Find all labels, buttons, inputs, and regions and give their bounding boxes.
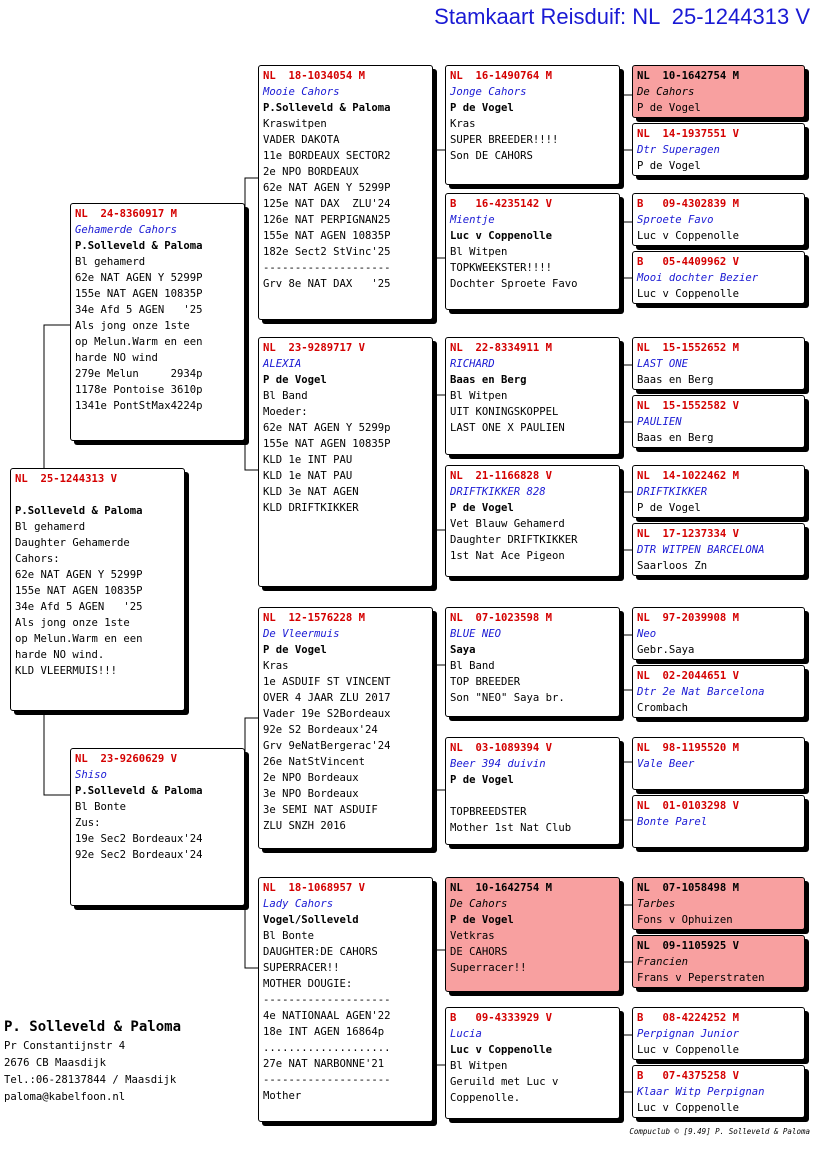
connector-gen3-mf: [432, 665, 445, 790]
pedigree-card-g15[interactable]: [632, 1007, 805, 1060]
info-line: Son DE CAHORS: [450, 150, 533, 162]
pedigree-card-g13[interactable]: [632, 877, 805, 930]
info-line: Son "NEO" Saya br.: [450, 692, 565, 704]
connector-gen4-f: [620, 762, 632, 820]
ring-number: NL 18-1068957 V: [263, 882, 366, 894]
connector-gen2-father: [245, 178, 258, 470]
pigeon-name: Gehamerde Cahors: [75, 224, 178, 236]
info-line: 155e NAT AGEN 10835P: [263, 438, 391, 450]
info-line: Luc v Coppenolle: [637, 230, 740, 242]
pigeon-name: Tarbes: [637, 898, 676, 910]
breeder-contact: [4, 1016, 181, 1106]
info-line: Vet Blauw Gehamerd: [450, 518, 565, 530]
ring-number: NL 03-1089394 V: [450, 742, 553, 754]
pedigree-card-mmm[interactable]: [445, 1007, 620, 1119]
ring-number: NL 02-2044651 V: [637, 670, 740, 682]
ring-number: NL 14-1937551 V: [637, 128, 740, 140]
info-line: Bl Witpen: [450, 246, 508, 258]
info-line: 92e S2 Bordeaux'24: [263, 724, 378, 736]
info-line: [637, 772, 800, 788]
pedigree-card-mm[interactable]: [258, 877, 433, 1122]
info-line: 2e NPO Bordeaux: [263, 772, 359, 784]
info-line: Bl Bonte: [75, 801, 127, 813]
breeder-name: P. Solleveld & Paloma: [4, 1019, 182, 1035]
info-line: Frans v Peperstraten: [637, 972, 765, 984]
info-line: Vetkras: [450, 930, 495, 942]
ring-number: NL 10-1642754 M: [637, 70, 740, 82]
info-line: KLD VLEERMUIS!!!: [15, 665, 118, 677]
connector-gen2-mother: [245, 718, 258, 968]
pedigree-card-g14[interactable]: [632, 935, 805, 988]
info-line: SUPERRACER!!: [263, 962, 340, 974]
info-line: MOTHER DOUGIE:: [263, 978, 353, 990]
pedigree-card-g1[interactable]: [632, 65, 805, 118]
info-line: Crombach: [637, 702, 689, 714]
connector-gen3-ff: [432, 150, 445, 258]
info-line: P de Vogel: [637, 102, 701, 114]
info-line: SUPER BREEDER!!!!: [450, 134, 559, 146]
info-line: 2e NPO BORDEAUX: [263, 166, 359, 178]
info-line: Mother 1st Nat Club: [450, 822, 572, 834]
pedigree-card-m[interactable]: [70, 748, 245, 906]
info-line: Dochter Sproete Favo: [450, 278, 578, 290]
pedigree-card-g9[interactable]: [632, 607, 805, 660]
owner-name: P de Vogel: [263, 374, 327, 386]
ring-number: B 09-4333929 V: [450, 1012, 553, 1024]
pigeon-name: Mientje: [450, 214, 495, 226]
connector-gen3-mm: [432, 950, 445, 1065]
info-line: 62e NAT AGEN Y 5299P: [75, 272, 203, 284]
info-line: Zus:: [75, 817, 101, 829]
ring-number: NL 07-1058498 M: [637, 882, 740, 894]
pigeon-name: DRIFTKIKKER 828: [450, 486, 546, 498]
info-line: Grv 8e NAT DAX '25: [263, 278, 391, 290]
info-line: Fons v Ophuizen: [637, 914, 733, 926]
pedigree-card-mfm[interactable]: [445, 737, 620, 845]
pedigree-card-g11[interactable]: [632, 737, 805, 790]
pigeon-name: Beer 394 duivin: [450, 758, 546, 770]
info-line: P de Vogel: [637, 502, 701, 514]
info-line: harde NO wind: [75, 352, 158, 364]
info-line: 279e Melun 2934p: [75, 368, 203, 380]
ring-number: NL 01-0103298 V: [637, 800, 740, 812]
info-line: Kras: [450, 118, 476, 130]
ring-number: NL 09-1105925 V: [637, 940, 740, 952]
pedigree-card-g7[interactable]: [632, 465, 805, 518]
ring-number: NL 10-1642754 M: [450, 882, 553, 894]
info-line: Gebr.Saya: [637, 644, 695, 656]
info-line: Bl Witpen: [450, 1060, 508, 1072]
info-line: Bl Witpen: [450, 390, 508, 402]
info-line: DE CAHORS: [450, 946, 508, 958]
pedigree-card-fff[interactable]: [445, 65, 620, 185]
info-line: KLD 3e NAT AGEN: [263, 486, 359, 498]
pigeon-name: De Vleermuis: [263, 628, 340, 640]
ring-number: NL 16-1490764 M: [450, 70, 553, 82]
pedigree-card-mff[interactable]: [445, 607, 620, 717]
pigeon-name: PAULIEN: [637, 416, 682, 428]
info-line: harde NO wind.: [15, 649, 105, 661]
info-line: Bl gehamerd: [15, 521, 86, 533]
owner-name: P de Vogel: [263, 644, 327, 656]
info-line: KLD DRIFTKIKKER: [263, 502, 359, 514]
info-line: TOPBREEDSTER: [450, 806, 527, 818]
pedigree-card-g2[interactable]: [632, 123, 805, 176]
info-line: ....................: [263, 1042, 391, 1054]
pedigree-card-g6[interactable]: [632, 395, 805, 448]
pigeon-name: Vale Beer: [637, 758, 695, 770]
pigeon-name: Bonte Parel: [637, 816, 708, 828]
pigeon-name: Shiso: [75, 769, 107, 781]
ring-number: B 05-4409962 V: [637, 256, 740, 268]
pigeon-name: BLUE NEO: [450, 628, 502, 640]
info-line: Kras: [263, 660, 289, 672]
info-line: [637, 830, 800, 846]
info-line: Baas en Berg: [637, 432, 714, 444]
info-line: 182e Sect2 StVinc'25: [263, 246, 391, 258]
info-line: 18e INT AGEN 16864p: [263, 1026, 385, 1038]
info-line: 3e NPO Bordeaux: [263, 788, 359, 800]
info-line: 125e NAT DAX ZLU'24: [263, 198, 391, 210]
pigeon-name: Neo: [637, 628, 657, 640]
info-line: Luc v Coppenolle: [637, 288, 740, 300]
connector-gen4-c: [620, 365, 632, 422]
info-line: Saarloos Zn: [637, 560, 708, 572]
info-line: 62e NAT AGEN Y 5299p: [263, 422, 391, 434]
connector-gen4-d: [620, 492, 632, 550]
info-line: KLD 1e INT PAU: [263, 454, 353, 466]
connector-gen4-a: [620, 95, 632, 150]
info-line: Bl Bonte: [263, 930, 315, 942]
pigeon-name: Dtr 2e Nat Barcelona: [637, 686, 765, 698]
owner-name: Vogel/Solleveld: [263, 914, 359, 926]
connector-gen4-h: [620, 1035, 632, 1092]
info-line: Kraswitpen: [263, 118, 327, 130]
info-line: TOPKWEEKSTER!!!!: [450, 262, 553, 274]
pedigree-card-f[interactable]: [70, 203, 245, 441]
info-line: Als jong onze 1ste: [75, 320, 190, 332]
owner-name: P de Vogel: [450, 102, 514, 114]
info-line: 92e Sec2 Bordeaux'24: [75, 849, 203, 861]
info-line: Coppenolle.: [450, 1092, 521, 1104]
info-line: 34e Afd 5 AGEN '25: [75, 304, 203, 316]
pigeon-name: LAST ONE: [637, 358, 689, 370]
info-line: --------------------: [263, 262, 391, 274]
info-line: Geruild met Luc v: [450, 1076, 559, 1088]
info-line: Luc v Coppenolle: [637, 1044, 740, 1056]
info-line: Bl gehamerd: [75, 256, 146, 268]
pedigree-card-g5[interactable]: [632, 337, 805, 390]
breeder-phone: Tel.:06-28137844 / Maasdijk: [4, 1074, 177, 1086]
info-line: Daughter Gehamerde: [15, 537, 130, 549]
pigeon-name: Lucia: [450, 1028, 482, 1040]
ring-number: NL 12-1576228 M: [263, 612, 366, 624]
pedigree-card-g8[interactable]: [632, 523, 805, 576]
info-line: Moeder:: [263, 406, 308, 418]
owner-name: Saya: [450, 644, 476, 656]
info-line: P de Vogel: [637, 160, 701, 172]
owner-name: Baas en Berg: [450, 374, 527, 386]
breeder-city: 2676 CB Maasdijk: [4, 1057, 107, 1069]
info-line: UIT KONINGSKOPPEL: [450, 406, 559, 418]
pedigree-card-ffm[interactable]: [445, 193, 620, 310]
pigeon-name: Perpignan Junior: [637, 1028, 740, 1040]
owner-name: P de Vogel: [450, 502, 514, 514]
info-line: 155e NAT AGEN 10835P: [15, 585, 143, 597]
ring-number: NL 18-1034054 M: [263, 70, 366, 82]
connector-gen4-g: [620, 905, 632, 962]
info-line: VADER DAKOTA: [263, 134, 340, 146]
info-line: 62e NAT AGEN Y 5299P: [263, 182, 391, 194]
owner-name: P de Vogel: [450, 774, 514, 786]
pigeon-name: Mooie Cahors: [263, 86, 340, 98]
info-line: TOP BREEDER: [450, 676, 521, 688]
owner-name: P.Solleveld & Paloma: [15, 505, 143, 517]
info-line: 34e Afd 5 AGEN '25: [15, 601, 143, 613]
info-line: Mother: [263, 1090, 302, 1102]
info-line: 19e Sec2 Bordeaux'24: [75, 833, 203, 845]
ring-number: NL 23-9289717 V: [263, 342, 366, 354]
info-line: Bl Band: [263, 390, 308, 402]
info-line: 27e NAT NARBONNE'21: [263, 1058, 385, 1070]
pigeon-name: Klaar Witp Perpignan: [637, 1086, 765, 1098]
pigeon-name: De Cahors: [450, 898, 508, 910]
breeder-email: paloma@kabelfoon.nl: [4, 1091, 126, 1103]
info-line: 3e SEMI NAT ASDUIF: [263, 804, 378, 816]
pedigree-card-g16[interactable]: [632, 1065, 805, 1118]
ring-number: NL 22-8334911 M: [450, 342, 553, 354]
connector-gen3-fm: [432, 395, 445, 530]
pigeon-name: Mooi dochter Bezier: [637, 272, 759, 284]
ring-number: B 08-4224252 M: [637, 1012, 740, 1024]
owner-name: P de Vogel: [450, 914, 514, 926]
ring-number: B 07-4375258 V: [637, 1070, 740, 1082]
pedigree-card-p[interactable]: [10, 468, 185, 711]
pedigree-card-g3[interactable]: [632, 193, 805, 246]
info-line: 62e NAT AGEN Y 5299P: [15, 569, 143, 581]
owner-name: Luc v Coppenolle: [450, 1044, 553, 1056]
ring-number: NL 14-1022462 M: [637, 470, 740, 482]
page-title: Stamkaart Reisduif: NL 25-1244313 V: [434, 4, 810, 29]
connector-gen4-e: [620, 635, 632, 690]
ring-number: NL 17-1237334 V: [637, 528, 740, 540]
pedigree-card-g12[interactable]: [632, 795, 805, 848]
ring-number: NL 07-1023598 M: [450, 612, 553, 624]
pigeon-name: Dtr Superagen: [637, 144, 720, 156]
pigeon-name: Francien: [637, 956, 689, 968]
info-line: op Melun.Warm en een: [75, 336, 203, 348]
info-line: 155e NAT AGEN 10835P: [75, 288, 203, 300]
info-line: 1st Nat Ace Pigeon: [450, 550, 565, 562]
ring-number: NL 21-1166828 V: [450, 470, 553, 482]
owner-name: Luc v Coppenolle: [450, 230, 553, 242]
ring-number: NL 97-2039908 M: [637, 612, 740, 624]
info-line: Vader 19e S2Bordeaux: [263, 708, 391, 720]
info-line: op Melun.Warm en een: [15, 633, 143, 645]
info-line: --------------------: [263, 994, 391, 1006]
info-line: 11e BORDEAUX SECTOR2: [263, 150, 391, 162]
connector-gen4-b: [620, 222, 632, 278]
pedigree-card-fm[interactable]: [258, 337, 433, 587]
ring-number: NL 23-9260629 V: [75, 753, 178, 765]
pigeon-name: ALEXIA: [263, 358, 302, 370]
owner-name: P.Solleveld & Paloma: [75, 240, 203, 252]
ring-number: NL 25-1244313 V: [15, 473, 118, 485]
info-line: LAST ONE X PAULIEN: [450, 422, 565, 434]
pedigree-card-fmf[interactable]: [445, 337, 620, 455]
pigeon-name: DRIFTKIKKER: [637, 486, 708, 498]
info-line: 26e NatStVincent: [263, 756, 366, 768]
software-credit: Compuclub © [9.49] P. Solleveld & Paloma: [629, 1127, 810, 1136]
info-line: KLD 1e NAT PAU: [263, 470, 353, 482]
pedigree-card-g10[interactable]: [632, 665, 805, 718]
pedigree-card-mmf[interactable]: [445, 877, 620, 992]
ring-number: NL 98-1195520 M: [637, 742, 740, 754]
info-line: Cahors:: [15, 553, 60, 565]
pigeon-name: RICHARD: [450, 358, 495, 370]
info-line: DAUGHTER:DE CAHORS: [263, 946, 378, 958]
pigeon-name: Lady Cahors: [263, 898, 334, 910]
info-line: Bl Band: [450, 660, 495, 672]
info-line: Als jong onze 1ste: [15, 617, 130, 629]
pigeon-name: DTR WITPEN BARCELONA: [637, 544, 765, 556]
info-line: Superracer!!: [450, 962, 527, 974]
info-line: Baas en Berg: [637, 374, 714, 386]
pigeon-name: Jonge Cahors: [450, 86, 527, 98]
info-line: 1e ASDUIF ST VINCENT: [263, 676, 391, 688]
pedigree-card-mf[interactable]: [258, 607, 433, 849]
info-line: [450, 788, 615, 804]
pigeon-name: De Cahors: [637, 86, 695, 98]
pedigree-card-fmm[interactable]: [445, 465, 620, 577]
pigeon-name: Sproete Favo: [637, 214, 714, 226]
info-line: ZLU SNZH 2016: [263, 820, 346, 832]
pedigree-card-ff[interactable]: [258, 65, 433, 320]
info-line: Grv 9eNatBergerac'24: [263, 740, 391, 752]
info-line: 155e NAT AGEN 10835P: [263, 230, 391, 242]
info-line: 126e NAT PERPIGNAN25: [263, 214, 391, 226]
info-line: Luc v Coppenolle: [637, 1102, 740, 1114]
ring-number: B 16-4235142 V: [450, 198, 553, 210]
breeder-address: Pr Constantijnstr 4: [4, 1040, 126, 1052]
info-line: 1178e Pontoise 3610p: [75, 384, 203, 396]
pedigree-card-g4[interactable]: [632, 251, 805, 304]
ring-number: NL 15-1552652 M: [637, 342, 740, 354]
info-line: Daughter DRIFTKIKKER: [450, 534, 578, 546]
ring-number: B 09-4302839 M: [637, 198, 740, 210]
ring-number: NL 15-1552582 V: [637, 400, 740, 412]
info-line: [15, 487, 180, 503]
info-line: 1341e PontStMax4224p: [75, 400, 203, 412]
info-line: OVER 4 JAAR ZLU 2017: [263, 692, 391, 704]
ring-number: NL 24-8360917 M: [75, 208, 178, 220]
info-line: --------------------: [263, 1074, 391, 1086]
owner-name: P.Solleveld & Paloma: [75, 785, 203, 797]
info-line: 4e NATIONAAL AGEN'22: [263, 1010, 391, 1022]
owner-name: P.Solleveld & Paloma: [263, 102, 391, 114]
